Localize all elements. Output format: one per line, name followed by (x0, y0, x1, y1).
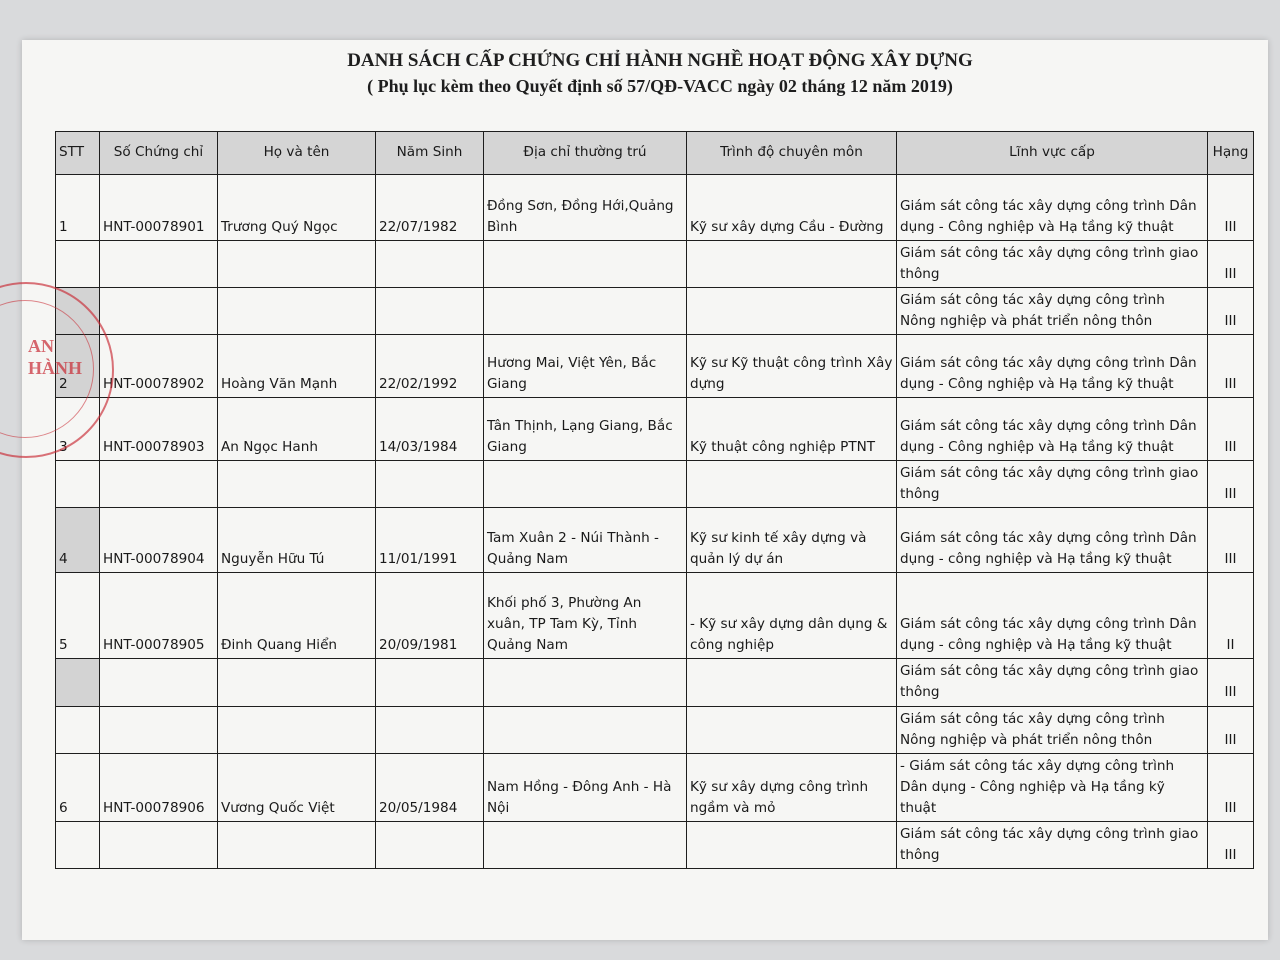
cell-rank: III (1208, 461, 1254, 508)
cell-full-name: An Ngọc Hanh (218, 398, 376, 461)
cell-cert-number (100, 461, 218, 508)
seal-text: AN HÀNH (28, 336, 82, 378)
cell-qualification (687, 659, 897, 706)
table-row (56, 241, 1254, 288)
cell-field: Giám sát công tác xây dựng công trình giao thông (897, 659, 1208, 706)
cell-birth-date: 20/09/1981 (376, 573, 484, 659)
cell-field: - Giám sát công tác xây dựng công trình Dân dụng - Công nghiệp và Hạ tầng kỹ thuật (897, 753, 1208, 821)
header-stt: STT (56, 132, 100, 175)
header-field: Lĩnh vực cấp (897, 132, 1208, 175)
cell-qualification (687, 706, 897, 753)
cell-stt: 3 (56, 398, 100, 461)
table-row (56, 335, 1254, 398)
cell-stt (56, 241, 100, 288)
cell-cert-number (100, 241, 218, 288)
cell-full-name: Đinh Quang Hiển (218, 573, 376, 659)
cell-cert-number: HNT-00078905 (100, 573, 218, 659)
cell-field: Giám sát công tác xây dựng công trình Dân dụng - Công nghiệp và Hạ tầng kỹ thuật (897, 335, 1208, 398)
cell-birth-date (376, 706, 484, 753)
cell-stt: 5 (56, 573, 100, 659)
cell-rank: III (1208, 241, 1254, 288)
cell-qualification: - Kỹ sư xây dựng dân dụng & công nghiệp (687, 573, 897, 659)
cell-cert-number (100, 659, 218, 706)
cell-address: Nam Hồng - Đông Anh - Hà Nội (484, 753, 687, 821)
cell-full-name (218, 461, 376, 508)
table-row (56, 753, 1254, 821)
cell-birth-date (376, 659, 484, 706)
cell-rank: III (1208, 175, 1254, 241)
cell-birth-date: 11/01/1991 (376, 508, 484, 573)
cell-birth-date (376, 461, 484, 508)
header-address: Địa chỉ thường trú (484, 132, 687, 175)
cell-address (484, 659, 687, 706)
cell-cert-number: HNT-00078901 (100, 175, 218, 241)
cell-rank: III (1208, 821, 1254, 868)
table-header-row (56, 132, 1254, 175)
cell-full-name: Hoàng Văn Mạnh (218, 335, 376, 398)
cell-qualification: Kỹ sư xây dựng công trình ngầm và mỏ (687, 753, 897, 821)
cell-stt: 6 (56, 753, 100, 821)
table-row (56, 461, 1254, 508)
cell-rank: III (1208, 288, 1254, 335)
cell-full-name: Vương Quốc Việt (218, 753, 376, 821)
cell-birth-date: 22/02/1992 (376, 335, 484, 398)
cell-qualification: Kỹ sư kinh tế xây dựng và quản lý dự án (687, 508, 897, 573)
cell-birth-date (376, 821, 484, 868)
cell-stt (56, 288, 100, 335)
table-row (56, 398, 1254, 461)
table-row (56, 706, 1254, 753)
cell-full-name (218, 659, 376, 706)
cell-stt: 4 (56, 508, 100, 573)
table-row (56, 659, 1254, 706)
cell-address: Đồng Sơn, Đồng Hới,Quảng Bình (484, 175, 687, 241)
cell-cert-number: HNT-00078902 (100, 335, 218, 398)
cell-cert-number: HNT-00078904 (100, 508, 218, 573)
cell-birth-date: 20/05/1984 (376, 753, 484, 821)
cell-field: Giám sát công tác xây dựng công trình Dân dụng - Công nghiệp và Hạ tầng kỹ thuật (897, 398, 1208, 461)
cell-rank: III (1208, 753, 1254, 821)
cell-address (484, 241, 687, 288)
cell-qualification (687, 241, 897, 288)
cell-address: Khối phố 3, Phường An xuân, TP Tam Kỳ, Tỉnh Quảng Nam (484, 573, 687, 659)
cell-cert-number (100, 706, 218, 753)
table-row (56, 573, 1254, 659)
cell-full-name (218, 288, 376, 335)
cell-address: Hương Mai, Việt Yên, Bắc Giang (484, 335, 687, 398)
header-full-name: Họ và tên (218, 132, 376, 175)
cell-full-name (218, 821, 376, 868)
cell-qualification (687, 821, 897, 868)
header-birth-date: Năm Sinh (376, 132, 484, 175)
cell-stt (56, 461, 100, 508)
document-subtitle: ( Phụ lục kèm theo Quyết định số 57/QĐ-VACC ngày 02 tháng 12 năm 2019) (367, 76, 953, 96)
cell-cert-number: HNT-00078903 (100, 398, 218, 461)
header-cert-number: Số Chứng chỉ (100, 132, 218, 175)
cell-birth-date: 22/07/1982 (376, 175, 484, 241)
cell-rank: III (1208, 398, 1254, 461)
cell-stt (56, 659, 100, 706)
cell-rank: III (1208, 706, 1254, 753)
cell-cert-number: HNT-00078906 (100, 753, 218, 821)
cell-full-name: Trương Quý Ngọc (218, 175, 376, 241)
cell-address (484, 461, 687, 508)
cell-cert-number (100, 821, 218, 868)
table-row (56, 175, 1254, 241)
document-title: DANH SÁCH CẤP CHỨNG CHỈ HÀNH NGHỀ HOẠT ĐỘNG XÂY DỰNG (347, 50, 973, 71)
cell-field: Giám sát công tác xây dựng công trình Dân dụng - công nghiệp và Hạ tầng kỹ thuật (897, 573, 1208, 659)
table-row (56, 288, 1254, 335)
cell-qualification (687, 288, 897, 335)
cell-full-name (218, 241, 376, 288)
header-qualification: Trình độ chuyên môn (687, 132, 897, 175)
cell-rank: II (1208, 573, 1254, 659)
cell-rank: III (1208, 335, 1254, 398)
cell-field: Giám sát công tác xây dựng công trình giao thông (897, 821, 1208, 868)
cell-address: Tam Xuân 2 - Núi Thành - Quảng Nam (484, 508, 687, 573)
cell-stt (56, 821, 100, 868)
table-row (56, 821, 1254, 868)
table-row (56, 508, 1254, 573)
cell-field: Giám sát công tác xây dựng công trình Nông nghiệp và phát triển nông thôn (897, 706, 1208, 753)
header-rank: Hạng (1208, 132, 1254, 175)
cell-stt: 1 (56, 175, 100, 241)
cell-birth-date (376, 241, 484, 288)
cell-full-name: Nguyễn Hữu Tú (218, 508, 376, 573)
cell-stt (56, 706, 100, 753)
cell-qualification: Kỹ sư xây dựng Cầu - Đường (687, 175, 897, 241)
cell-birth-date (376, 288, 484, 335)
cell-rank: III (1208, 508, 1254, 573)
cell-address (484, 288, 687, 335)
cell-qualification (687, 461, 897, 508)
cell-field: Giám sát công tác xây dựng công trình giao thông (897, 461, 1208, 508)
cell-address: Tân Thịnh, Lạng Giang, Bắc Giang (484, 398, 687, 461)
cell-full-name (218, 706, 376, 753)
certificate-table (55, 131, 1254, 869)
cell-rank: III (1208, 659, 1254, 706)
cell-qualification: Kỹ sư Kỹ thuật công trình Xây dựng (687, 335, 897, 398)
cell-field: Giám sát công tác xây dựng công trình Dân dụng - Công nghiệp và Hạ tầng kỹ thuật (897, 175, 1208, 241)
cell-address (484, 821, 687, 868)
cell-field: Giám sát công tác xây dựng công trình Nông nghiệp và phát triển nông thôn (897, 288, 1208, 335)
cell-cert-number (100, 288, 218, 335)
cell-qualification: Kỹ thuật công nghiệp PTNT (687, 398, 897, 461)
cell-address (484, 706, 687, 753)
cell-field: Giám sát công tác xây dựng công trình giao thông (897, 241, 1208, 288)
cell-birth-date: 14/03/1984 (376, 398, 484, 461)
cell-stt: 2 (56, 335, 100, 398)
cell-field: Giám sát công tác xây dựng công trình Dân dụng - công nghiệp và Hạ tầng kỹ thuật (897, 508, 1208, 573)
